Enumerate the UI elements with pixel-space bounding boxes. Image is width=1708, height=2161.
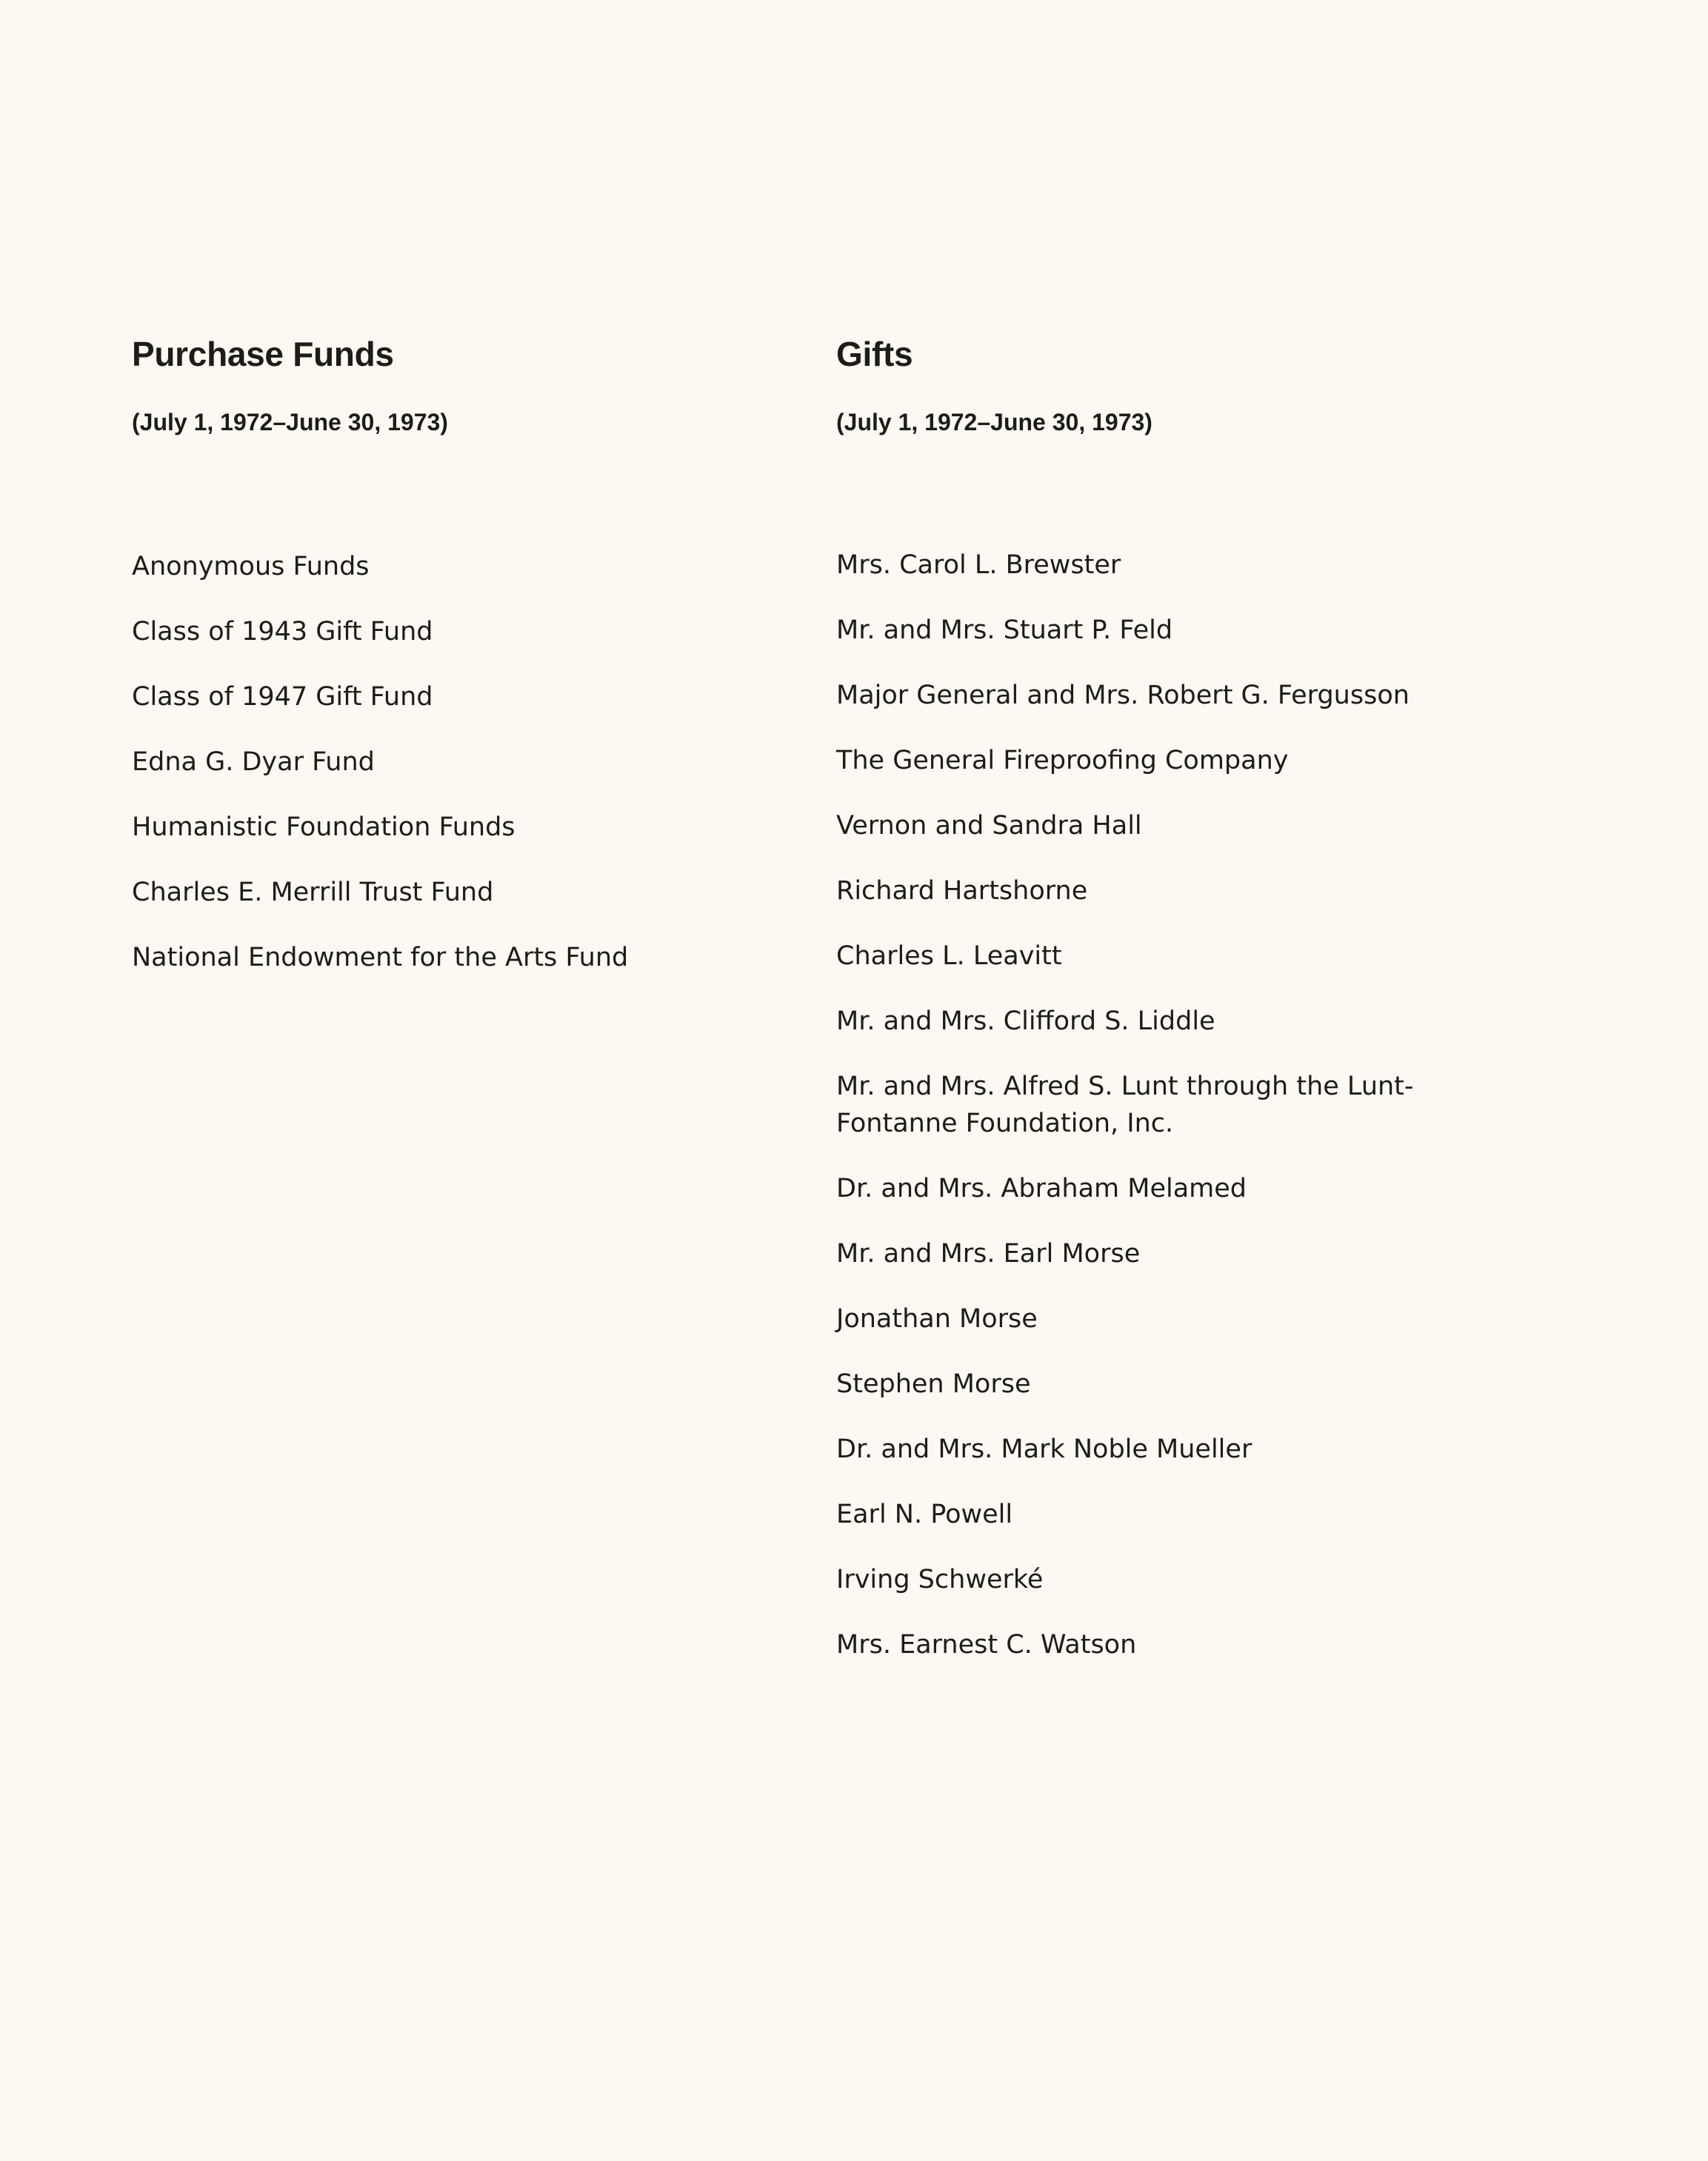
list-item: Class of 1943 Gift Fund	[132, 617, 433, 647]
list-item: Anonymous Funds	[132, 552, 370, 581]
purchase-funds-date-range: (July 1, 1972–June 30, 1973)	[132, 409, 448, 435]
list-item: Dr. and Mrs. Abraham Melamed	[836, 1174, 1247, 1203]
list-item: Stephen Morse	[836, 1369, 1031, 1399]
list-item: Irving Schwerké	[836, 1565, 1044, 1594]
list-item: Mr. and Mrs. Clifford S. Liddle	[836, 1006, 1215, 1036]
list-item: Mrs. Carol L. Brewster	[836, 550, 1121, 580]
gifts-heading: Gifts	[836, 335, 913, 373]
purchase-funds-heading: Purchase Funds	[132, 335, 394, 373]
list-item: Earl N. Powell	[836, 1500, 1013, 1529]
gifts-section	[836, 332, 1577, 1691]
list-item: Charles E. Merrill Trust Fund	[132, 878, 494, 907]
list-item: Dr. and Mrs. Mark Noble Mueller	[836, 1434, 1252, 1464]
list-item: Class of 1947 Gift Fund	[132, 682, 433, 712]
list-item: Charles L. Leavitt	[836, 941, 1062, 971]
list-item: National Endowment for the Arts Fund	[132, 943, 629, 972]
list-item: Mr. and Mrs. Alfred S. Lunt through the Lunt-Fontanne Foundation, Inc.	[836, 1072, 1414, 1138]
gifts-date-range: (July 1, 1972–June 30, 1973)	[836, 409, 1152, 435]
list-item: Mrs. Earnest C. Watson	[836, 1630, 1137, 1660]
list-item: Edna G. Dyar Fund	[132, 747, 375, 777]
purchase-funds-section	[132, 332, 798, 1004]
list-item: The General Fireproofing Company	[836, 746, 1289, 775]
purchase-funds-list	[132, 548, 798, 976]
list-item: Jonathan Morse	[836, 1304, 1038, 1334]
list-item: Mr. and Mrs. Stuart P. Feld	[836, 615, 1173, 645]
list-item: Humanistic Foundation Funds	[132, 812, 516, 842]
list-item: Richard Hartshorne	[836, 876, 1088, 906]
list-item: Major General and Mrs. Robert G. Fergusson	[836, 681, 1410, 710]
list-item: Mr. and Mrs. Earl Morse	[836, 1239, 1141, 1269]
list-item: Vernon and Sandra Hall	[836, 811, 1142, 841]
gifts-list	[836, 547, 1577, 1663]
